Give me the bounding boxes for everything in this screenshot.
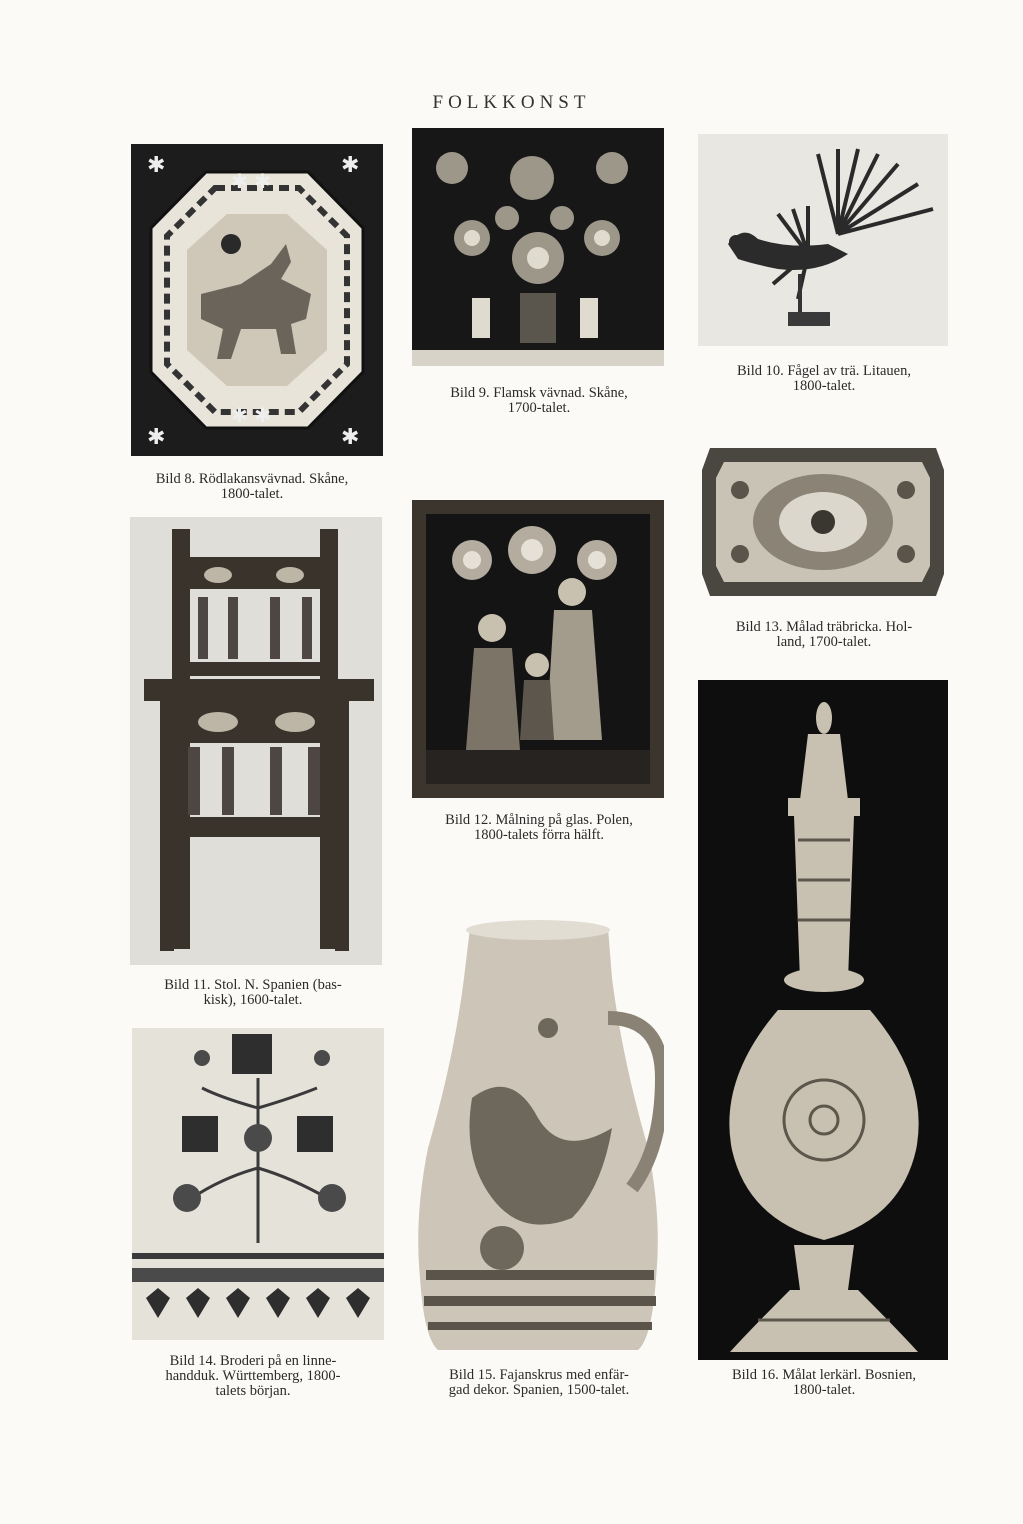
figure-bild11-caption [122, 978, 384, 1008]
caption-line: handduk. Württemberg, 1800- [165, 1368, 341, 1384]
figure-bild13-image [696, 440, 950, 604]
svg-text:✱: ✱ [147, 425, 166, 450]
svg-text:✱: ✱ [341, 153, 360, 178]
caption-line: 1800-talet. [792, 378, 856, 394]
svg-text:✱ ✱: ✱ ✱ [231, 403, 271, 427]
page-title: FOLKKONST [432, 92, 591, 113]
figure-bild14-image [132, 1028, 384, 1340]
caption-line: Bild 8. Rödlakansvävnad. Skåne, [155, 471, 349, 487]
caption-line: 1800-talet. [792, 1382, 856, 1398]
caption-line: Bild 12. Målning på glas. Polen, [445, 812, 633, 828]
svg-text:✱: ✱ [147, 153, 166, 178]
caption-line: Bild 10. Fågel av trä. Litauen, [737, 363, 911, 379]
figure-bild10-caption [694, 364, 954, 394]
figure-bild13-caption [694, 620, 954, 650]
caption-line: Bild 11. Stol. N. Spanien (bas- [164, 977, 342, 993]
caption-line: land, 1700-talet. [776, 634, 872, 650]
figure-bild12-caption [410, 813, 668, 843]
figure-bild15-caption [410, 1368, 668, 1398]
figure-bild8-caption [121, 472, 383, 502]
caption-line: Bild 13. Målad träbricka. Hol- [735, 619, 913, 635]
svg-text:✱ ✱: ✱ ✱ [231, 169, 271, 193]
caption-line: Bild 16. Målat lerkärl. Bosnien, [731, 1367, 917, 1383]
figure-bild8-image [131, 144, 383, 456]
caption-line: gad dekor. Spanien, 1500-talet. [448, 1382, 630, 1398]
figure-bild11-image [130, 517, 382, 965]
caption-line: Bild 9. Flamsk vävnad. Skåne, [450, 385, 628, 401]
caption-line: 1800-talets förra hälft. [473, 827, 605, 843]
caption-line: kisk), 1600-talet. [203, 992, 303, 1008]
figure-bild16-image [698, 680, 948, 1360]
figure-bild14-caption [122, 1354, 384, 1399]
caption-line: Bild 14. Broderi på en linne- [169, 1353, 337, 1369]
caption-line: 1700-talet. [507, 400, 571, 416]
caption-line: talets början. [215, 1383, 291, 1399]
figure-bild9-caption [410, 386, 668, 416]
figure-bild10-image [698, 134, 948, 346]
svg-text:✱: ✱ [341, 425, 360, 450]
caption-line: 1800-talet. [220, 486, 284, 502]
caption-line: Bild 15. Fajanskrus med enfär- [449, 1367, 629, 1383]
figure-bild15-image [412, 918, 664, 1358]
figure-bild12-image [412, 500, 664, 798]
figure-bild9-image [412, 128, 664, 366]
figure-bild16-caption [694, 1368, 954, 1398]
